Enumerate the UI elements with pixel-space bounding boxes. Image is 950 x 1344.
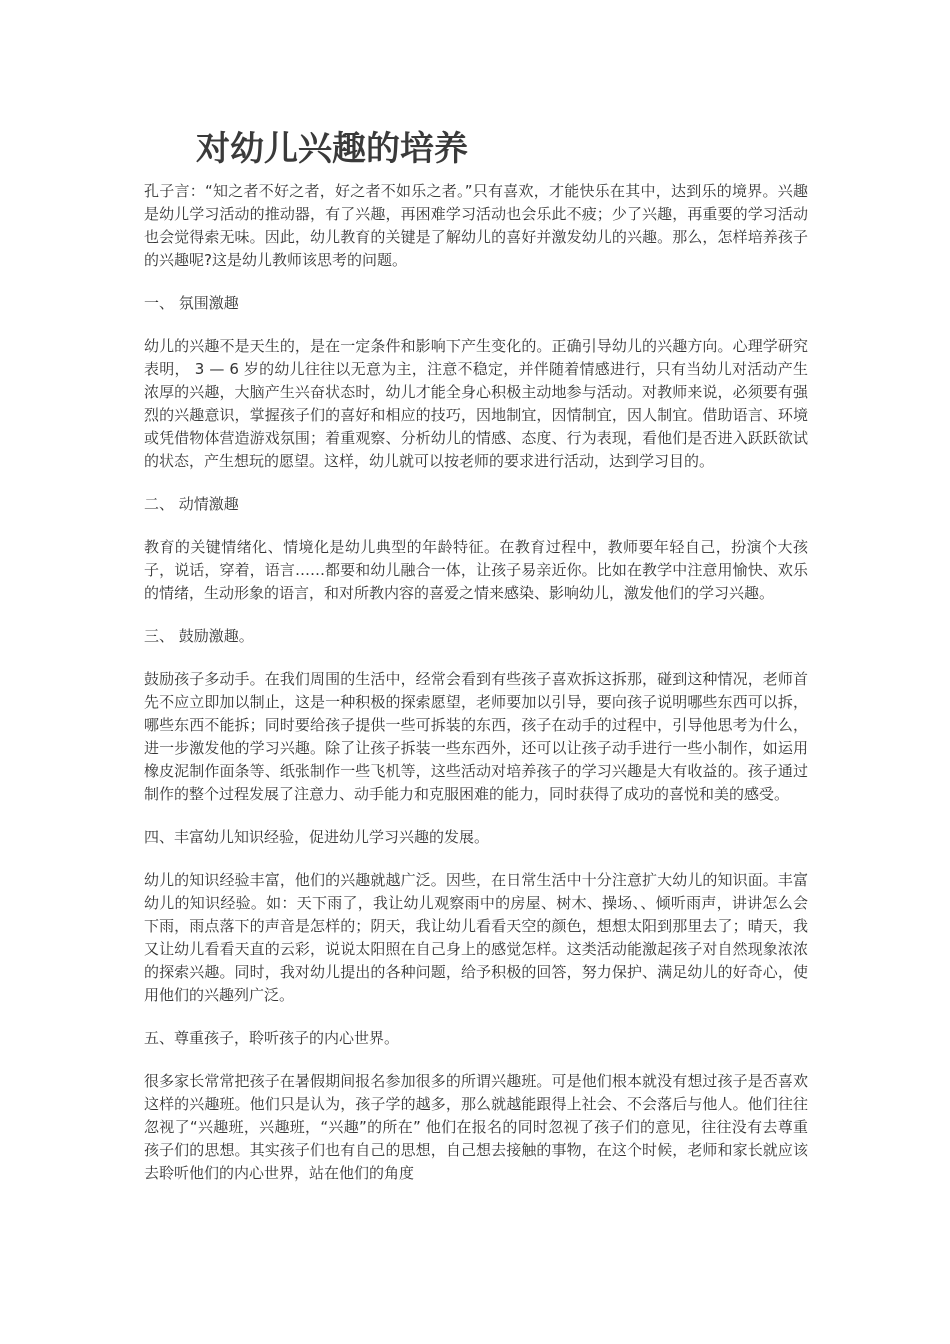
section-heading-1: 一、 氛围激趣 — [144, 294, 239, 312]
intro-paragraph: 孔子言：“知之者不好之者，好之者不如乐之者。”只有喜欢，才能快乐在其中，达到乐的境界。兴趣是幼儿学习活动的推动器，有了兴趣，再困难学习活动也会乐此不疲；少了兴趣，再重要的学习活动也会觉得索无味。因此，幼儿教育的关键是了解幼儿的喜好并激发幼儿的兴趣。那么，怎样培养孩子的兴趣呢?这是幼儿教师该思考的问题。 — [144, 182, 808, 269]
section-paragraph-5: 很多家长常常把孩子在暑假期间报名参加很多的所谓兴趣班。可是他们根本就没有想过孩子是否喜欢这样的兴趣班。他们只是认为，孩子学的越多，那么就越能跟得上社会、不会落后与他人。他们往往忽视了“兴趣班，兴趣班，“兴趣”的所在” 他们在报名的同时忽视了孩子们的意见，往往没有去尊重孩子们的思想。其实孩子们也有自己的思想，自己想去接触的事物，在这个时候，老师和家长就应该去聆听他们的内心世界，站在他们的角度 — [144, 1072, 808, 1182]
section-heading-3: 三、 鼓励激趣。 — [144, 627, 254, 645]
section-heading-5: 五、尊重孩子，聆听孩子的内心世界。 — [144, 1029, 400, 1047]
section-paragraph-1: 幼儿的兴趣不是天生的，是在一定条件和影响下产生变化的。正确引导幼儿的兴趣方向。心理学研究表明， 3 — 6 岁的幼儿往往以无意为主，注意不稳定，并伴随着情感进行，只有当幼儿对活动产生浓厚的兴趣，大脑产生兴奋状态时，幼儿才能全身心积极主动地参与活动。对教师来说，必须要有强烈的兴趣意识，掌握孩子们的喜好和相应的技巧，因地制宜，因情制宜，因人制宜。借助语言、环境或凭借物体营造游戏氛围；着重观察、分析幼儿的情感、态度、行为表现，看他们是否进入跃跃欲试的状态，产生想玩的愿望。这样，幼儿就可以按老师的要求进行活动，达到学习目的。 — [144, 337, 808, 470]
section-heading-4: 四、丰富幼儿知识经验，促进幼儿学习兴趣的发展。 — [144, 828, 490, 846]
document-body — [144, 180, 808, 1205]
document-title: 对幼儿兴趣的培养 — [196, 129, 468, 169]
section-heading-2: 二、 动情激趣 — [144, 495, 239, 513]
section-paragraph-3: 鼓励孩子多动手。在我们周围的生活中，经常会看到有些孩子喜欢拆这拆那，碰到这种情况，老师首先不应立即加以制止，这是一种积极的探索愿望，老师要加以引导，要向孩子说明哪些东西可以拆，哪些东西不能拆；同时要给孩子提供一些可拆装的东西，孩子在动手的过程中，引导他思考为什么，进一步激发他的学习兴趣。除了让孩子拆装一些东西外，还可以让孩子动手进行一些小制作，如运用橡皮泥制作面条等、纸张制作一些飞机等，这些活动对培养孩子的学习兴趣是大有收益的。孩子通过制作的整个过程发展了注意力、动手能力和克服困难的能力，同时获得了成功的喜悦和美的感受。 — [144, 670, 808, 803]
section-paragraph-4: 幼儿的知识经验丰富，他们的兴趣就越广泛。因些，在日常生活中十分注意扩大幼儿的知识面。丰富幼儿的知识经验。如：天下雨了，我让幼儿观察雨中的房屋、树木、操场、、倾听雨声，讲讲怎么会下雨，雨点落下的声音是怎样的；阴天，我让幼儿看看天空的颜色，想想太阳到那里去了；晴天，我又让幼儿看看天直的云彩，说说太阳照在自己身上的感觉怎样。这类活动能激起孩子对自然现象浓浓的探索兴趣。同时，我对幼儿提出的各种问题，给予积极的回答，努力保护、满足幼儿的好奇心，使用他们的兴趣列广泛。 — [144, 871, 808, 1004]
section-paragraph-2: 教育的关键情绪化、情境化是幼儿典型的年龄特征。在教育过程中，教师要年轻自己，扮演个大孩子，说话，穿着，语言……都要和幼儿融合一体，让孩子易亲近你。比如在教学中注意用愉快、欢乐的情绪，生动形象的语言，和对所教内容的喜爱之情来感染、影响幼儿，激发他们的学习兴趣。 — [144, 538, 808, 602]
